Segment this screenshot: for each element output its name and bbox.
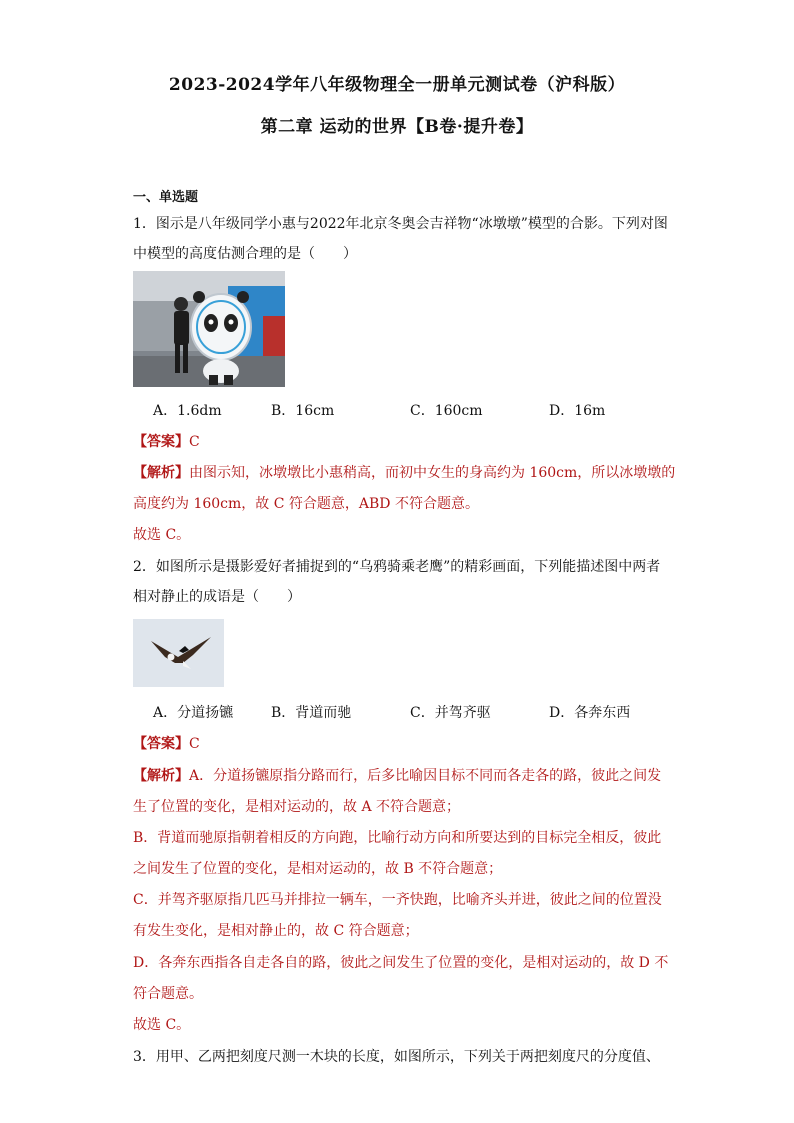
q2-analysis-line1 [133,765,673,785]
q1-conclusion: 故选 C。 [133,527,191,543]
q2-analysis-line2: 生了位置的变化，是相对运动的，故 A 不符合题意； [133,799,461,815]
q2-analysis-line3: B．背道而驰原指朝着相反的方向跑，比喻行动方向和所要达到的目标完全相反，彼此 [133,830,662,846]
section-heading: 一、单选题 [133,190,199,205]
q2-option-c: C．并驾齐驱 [410,705,491,721]
q1-analysis-line1 [133,462,676,482]
q1-option-b: B．16cm [271,403,335,419]
q1-analysis-text1: 由图示知，冰墩墩比小惠稍高，而初中女生的身高约为 160cm，所以冰墩墩的 [189,465,676,481]
q1-mascot-photo [133,271,285,387]
q1-analysis-line2: 高度约为 160cm，故 C 符合题意，ABD 不符合题意。 [133,496,479,512]
document-title: 2023-2024学年八年级物理全一册单元测试卷（沪科版） [168,75,626,95]
q2-option-b: B．背道而驰 [271,705,352,721]
q1-stem-line2: 中模型的高度估测合理的是（ ） [133,246,357,262]
q2-answer [133,733,673,753]
chapter-subtitle: 第二章 运动的世界【B卷·提升卷】 [260,117,534,137]
q2-analysis-line5: C．并驾齐驱原指几匹马并排拉一辆车，一齐快跑，比喻齐头并进，彼此之间的位置没 [133,892,662,908]
q2-answer-value: C [189,736,200,752]
q1-answer [133,431,673,451]
q2-conclusion: 故选 C。 [133,1017,191,1033]
q1-option-a: A．1.6dm [153,403,222,419]
q2-option-a: A．分道扬镳 [153,705,234,721]
q2-answer-tag: 【答案】 [133,736,189,752]
q2-eagle-photo [133,619,224,687]
q2-analysis-line6: 有发生变化，是相对静止的，故 C 符合题意； [133,923,419,939]
q3-stem-line1: 3．用甲、乙两把刻度尺测一木块的长度，如图所示，下列关于两把刻度尺的分度值、 [133,1049,660,1065]
q2-analysis-tag: 【解析】 [133,768,189,784]
q2-analysis-line4: 之间发生了位置的变化，是相对运动的，故 B 不符合题意； [133,861,503,877]
q1-answer-tag: 【答案】 [133,434,189,450]
q2-analysis-text1: A．分道扬镳原指分路而行，后多比喻因目标不同而各走各的路，彼此之间发 [189,768,662,784]
q2-stem-line1: 2．如图所示是摄影爱好者捕捉到的“乌鸦骑乘老鹰”的精彩画面，下列能描述图中两者 [133,559,661,575]
q2-option-d: D．各奔东西 [549,705,631,721]
q2-stem-line2: 相对静止的成语是（ ） [133,589,301,605]
q2-analysis-line7: D．各奔东西指各自走各自的路，彼此之间发生了位置的变化，是相对运动的，故 D 不 [133,955,669,971]
q1-stem-line1: 1．图示是八年级同学小惠与2022年北京冬奥会吉祥物“冰墩墩”模型的合影。下列对图 [133,216,668,232]
q1-option-d: D．16m [549,403,606,419]
q1-option-c: C．160cm [410,403,483,419]
q1-analysis-tag: 【解析】 [133,465,189,481]
q1-answer-value: C [189,434,200,450]
q2-analysis-line8: 符合题意。 [133,986,203,1002]
